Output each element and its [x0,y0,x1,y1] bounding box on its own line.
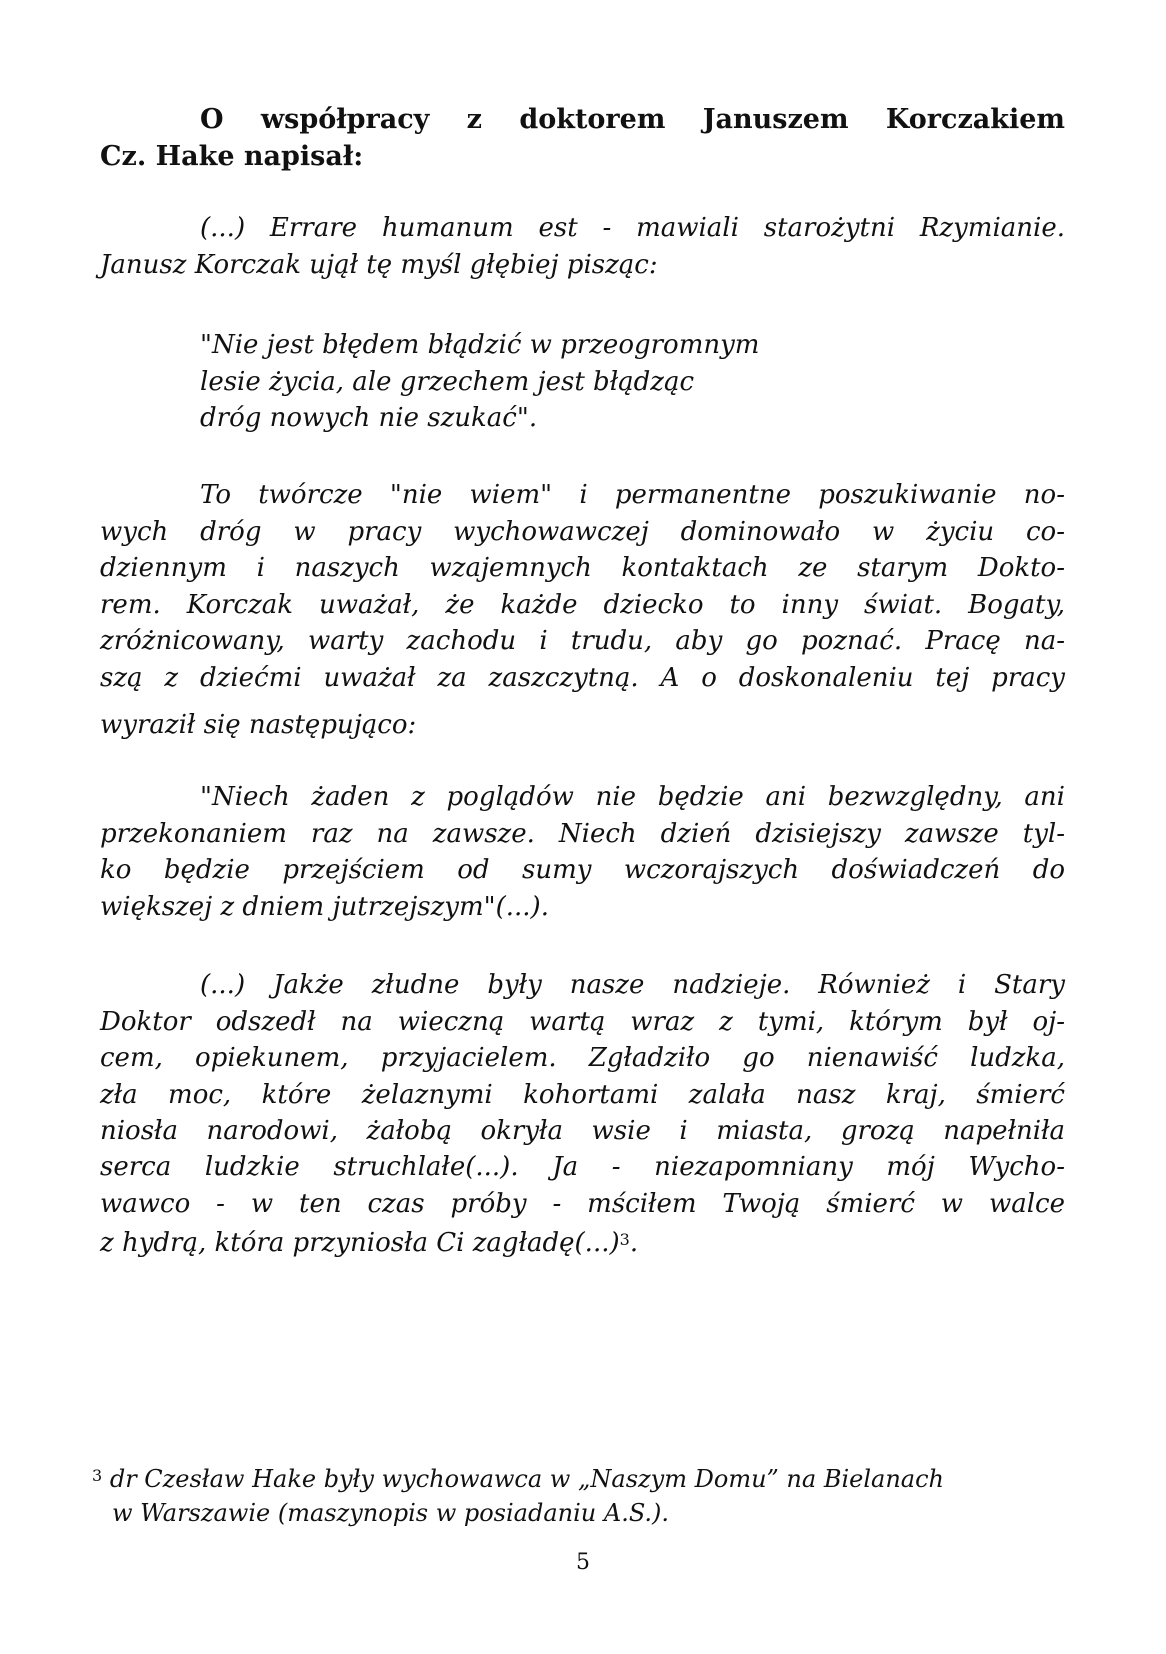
quote2-line-1: "Niech żaden z poglądów nie będzie ani bezwzględny, ani [200,782,1065,812]
page-number: 5 [576,1550,590,1575]
para3-line-6: serca ludzkie struchlałe(...). Ja - niezapomniany mój Wycho- [100,1152,1065,1182]
quote2-line-2: przekonaniem raz na zawsze. Niech dzień dzisiejszy zawsze tyl- [100,819,1065,849]
heading-line-2: Cz. Hake napisał: [100,141,364,172]
para2-line-5: zróżnicowany, warty zachodu i trudu, aby go poznać. Pracę na- [100,626,1065,656]
para3-line-8-text: z hydrą, która przyniosła Ci zagładę(...) [100,1228,620,1258]
para3-line-8 [100,1222,1065,1258]
para2-line-3: dziennym i naszych wzajemnych kontaktach ze starym Dokto- [100,553,1065,583]
para2-line-2: wych dróg w pracy wychowawczej dominowało w życiu co- [100,517,1065,547]
para2-line-4: rem. Korczak uważał, że każde dziecko to inny świat. Bogaty, [100,590,1065,620]
footnote-line-1 [92,1458,1067,1494]
para3-line-3: cem, opiekunem, przyjacielem. Zgładziło go nienawiść ludzka, [100,1043,1065,1073]
para1-line-2: Janusz Korczak ujął tę myśl głębiej pisząc: [100,250,658,280]
para2-line-6: szą z dziećmi uważał za zaszczytną. A o doskonaleniu tej pracy [100,663,1065,693]
para3-line-4: zła moc, które żelaznymi kohortami zalała nasz kraj, śmierć [100,1080,1065,1110]
para3-line-5: niosła narodowi, żałobą okryła wsie i miasta, grozą napełniła [100,1116,1065,1146]
heading-line-1: O współpracy z doktorem Januszem Korczakiem [200,104,1065,135]
quote1-line-2: lesie życia, ale grzechem jest błądząc [200,367,695,397]
quote2-line-3: ko będzie przejściem od sumy wczorajszych doświadczeń do [100,855,1065,885]
para3-line-2: Doktor odszedł na wieczną wartą wraz z tymi, którym był oj- [100,1007,1065,1037]
footnote-text-1: dr Czesław Hake były wychowawca w „Naszym Domu” na Bielanach [109,1465,944,1493]
footnote-line-2: w Warszawie (maszynopis w posiadaniu A.S.). [112,1499,670,1527]
quote1-line-1: "Nie jest błędem błądzić w przeogromnym [200,330,760,360]
para1-line-1: (...) Errare humanum est - mawiali starożytni Rzymianie. [200,213,1065,243]
quote1-line-3: dróg nowych nie szukać". [200,403,538,433]
para2-line-1: To twórcze "nie wiem" i permanentne poszukiwanie no- [200,480,1065,510]
para3-line-1: (...) Jakże złudne były nasze nadzieje. Również i Stary [200,970,1065,1000]
para3-end-punct: . [629,1228,639,1258]
footnote-reference[interactable]: 3 [619,1230,630,1249]
para3-line-7: wawco - w ten czas próby - mściłem Twoją śmierć w walce [100,1189,1065,1219]
footnote-marker: 3 [92,1466,103,1485]
quote2-line-4: większej z dniem jutrzejszym"(...). [100,892,549,922]
para2-line-7: wyraził się następująco: [100,710,417,740]
